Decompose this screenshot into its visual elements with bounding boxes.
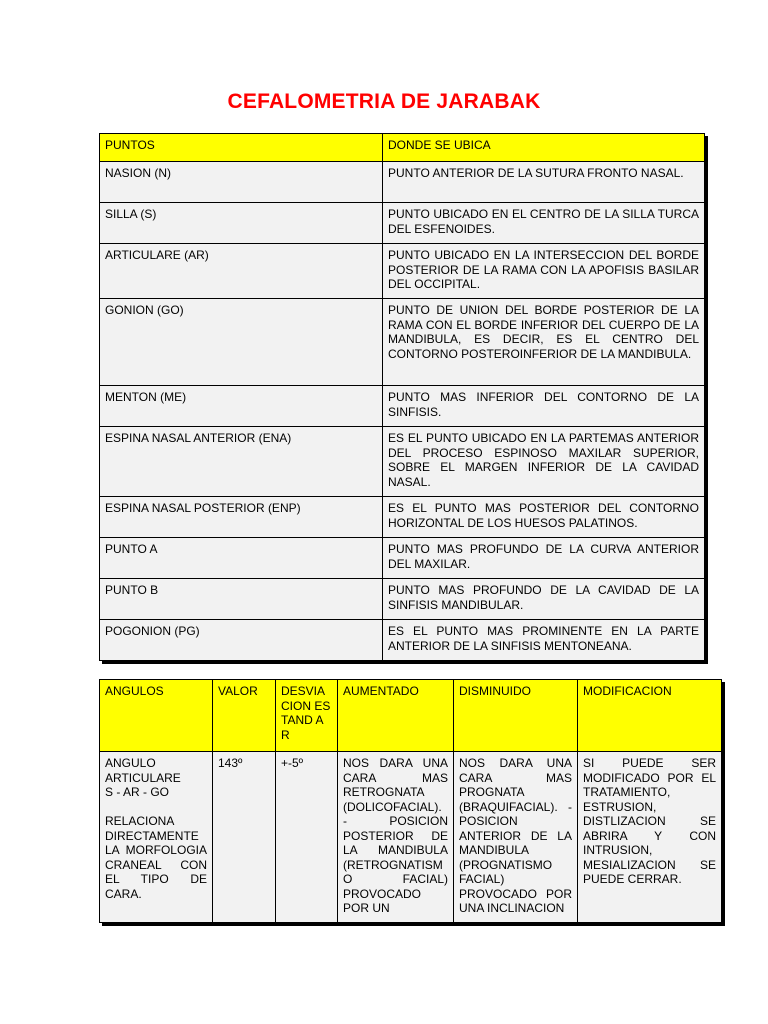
point-location: PUNTO UBICADO EN LA INTERSECCION DEL BORDE POSTERIOR DE LA RAMA CON LA APOFISIS BASILAR DEL OCCIPITAL. [383, 244, 705, 299]
point-name: NASION (N) [100, 162, 383, 203]
table-row [100, 203, 705, 244]
header-aumentado: AUMENTADO [338, 680, 454, 752]
table-row [100, 579, 705, 620]
points-table [99, 133, 705, 661]
header-angulos: ANGULOS [100, 680, 213, 752]
increased-description: NOS DARA UNA CARA MAS RETROGNATA (DOLICOFACIAL). - POSICION POSTERIOR DE LA MANDIBULA (RETROGNATISM O FACIAL) PROVOCADO POR UN [338, 752, 454, 923]
point-location: ES EL PUNTO MAS PROMINENTE EN LA PARTE ANTERIOR DE LA SINFISIS MENTONEANA. [383, 620, 705, 661]
angle-cell [100, 752, 213, 923]
point-location: ES EL PUNTO MAS POSTERIOR DEL CONTORNO HORIZONTAL DE LOS HUESOS PALATINOS. [383, 497, 705, 538]
table-row [100, 497, 705, 538]
table-row [100, 299, 705, 386]
point-name: ARTICULARE (AR) [100, 244, 383, 299]
angles-table [99, 679, 722, 923]
table-row [100, 244, 705, 299]
point-location: PUNTO ANTERIOR DE LA SUTURA FRONTO NASAL. [383, 162, 705, 203]
point-name: PUNTO A [100, 538, 383, 579]
angle-name: ANGULO ARTICULARE [105, 756, 181, 785]
angle-deviation: +-5º [276, 752, 338, 923]
point-name: POGONION (PG) [100, 620, 383, 661]
header-disminuido: DISMINUIDO [454, 680, 578, 752]
point-location: PUNTO MAS INFERIOR DEL CONTORNO DE LA SINFISIS. [383, 386, 705, 427]
table-row [100, 386, 705, 427]
point-name: ESPINA NASAL ANTERIOR (ENA) [100, 427, 383, 497]
point-location: ES EL PUNTO UBICADO EN LA PARTEMAS ANTERIOR DEL PROCESO ESPINOSO MAXILAR SUPERIOR, SOBRE EL MARGEN INFERIOR DE LA CAVIDAD NASAL. [383, 427, 705, 497]
table-row [100, 538, 705, 579]
point-name: ESPINA NASAL POSTERIOR (ENP) [100, 497, 383, 538]
header-modificacion: MODIFICACION [578, 680, 722, 752]
angle-points: S - AR - GO [105, 785, 170, 799]
table-row [100, 427, 705, 497]
point-name: PUNTO B [100, 579, 383, 620]
header-desviacion-estandar: DESVIA CION ESTAND AR [276, 680, 338, 752]
table-row [100, 752, 722, 923]
angle-note: RELACIONA DIRECTAMENTE LA MORFOLOGIA CRANEAL CON EL TIPO DE CARA. [105, 814, 207, 901]
points-table-header [100, 134, 705, 162]
header-valor: VALOR [213, 680, 276, 752]
table-row [100, 620, 705, 661]
point-location: PUNTO DE UNION DEL BORDE POSTERIOR DE LA RAMA CON EL BORDE INFERIOR DEL CUERPO DE LA MANDIBULA, ES DECIR, ES EL CENTRO DEL CONTORNO POSTEROINFERIOR DE LA MANDIBULA. [383, 299, 705, 386]
point-location: PUNTO MAS PROFUNDO DE LA CAVIDAD DE LA SINFISIS MANDIBULAR. [383, 579, 705, 620]
angles-table-header [100, 680, 722, 752]
point-name: SILLA (S) [100, 203, 383, 244]
modification-description: SI PUEDE SER MODIFICADO POR EL TRATAMIENTO, ESTRUSION, DISTLIZACION SE ABRIRA Y CON INTRUSION, MESIALIZACION SE PUEDE CERRAR. [578, 752, 722, 923]
point-name: MENTON (ME) [100, 386, 383, 427]
header-donde-se-ubica: DONDE SE UBICA [383, 134, 705, 162]
point-location: PUNTO UBICADO EN EL CENTRO DE LA SILLA TURCA DEL ESFENOIDES. [383, 203, 705, 244]
angle-value: 143º [213, 752, 276, 923]
decreased-description: NOS DARA UNA CARA MAS PROGNATA (BRAQUIFACIAL). - POSICION ANTERIOR DE LA MANDIBULA (PROGNATISMO FACIAL) PROVOCADO POR UNA INCLINACION [454, 752, 578, 923]
page-title: CEFALOMETRIA DE JARABAK [227, 90, 541, 113]
point-location: PUNTO MAS PROFUNDO DE LA CURVA ANTERIOR DEL MAXILAR. [383, 538, 705, 579]
header-puntos: PUNTOS [100, 134, 383, 162]
table-row [100, 162, 705, 203]
point-name: GONION (GO) [100, 299, 383, 386]
